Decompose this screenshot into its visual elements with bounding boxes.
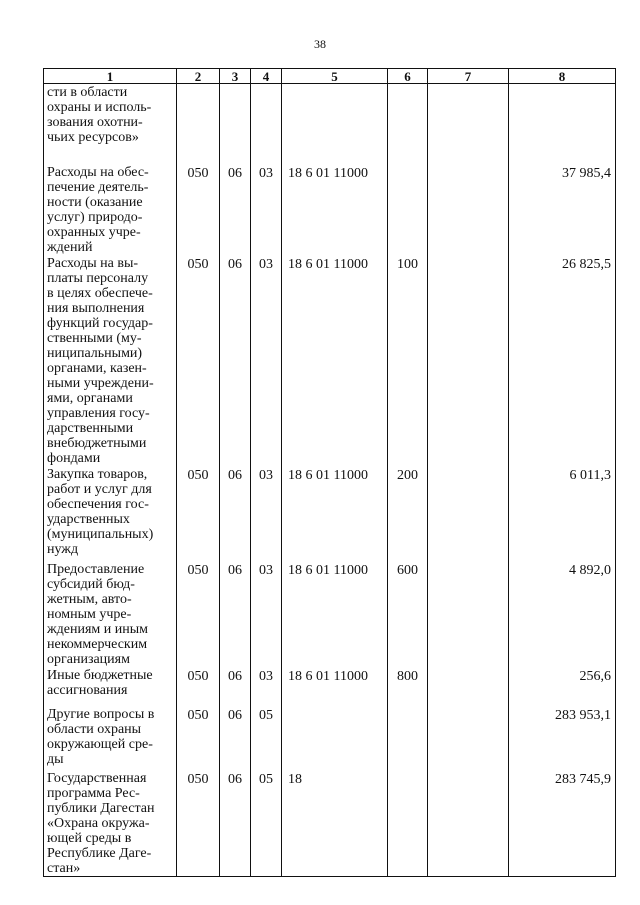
amount-cell: 4 892,0 bbox=[509, 561, 616, 667]
target-article-cell: 18 6 01 11000 bbox=[282, 164, 388, 255]
row-name-line: внебюджетными bbox=[47, 435, 147, 451]
row-name-cell bbox=[44, 84, 177, 164]
subsection-code-cell bbox=[251, 84, 282, 164]
row-name-line: охранных учре- bbox=[47, 224, 141, 240]
amount-cell bbox=[509, 84, 616, 164]
admin-code-cell: 050 bbox=[177, 164, 220, 255]
row-name-cell bbox=[44, 255, 177, 466]
expense-type-cell bbox=[388, 770, 428, 877]
admin-code-cell: 050 bbox=[177, 706, 220, 770]
row-name-line: стан» bbox=[47, 860, 81, 876]
row-name-line: ности (оказание bbox=[47, 194, 143, 210]
row-name-line: Расходы на обес- bbox=[47, 164, 149, 180]
table-row bbox=[44, 84, 616, 164]
col7-cell bbox=[428, 466, 509, 561]
row-name-cell bbox=[44, 466, 177, 561]
row-name-line: номным учре- bbox=[47, 606, 132, 622]
row-name-line: ударственных bbox=[47, 511, 130, 527]
page-number: 38 bbox=[314, 37, 326, 51]
table-row bbox=[44, 561, 616, 667]
row-name-line: ды bbox=[47, 751, 64, 767]
row-name-line: платы персоналу bbox=[47, 270, 149, 286]
target-article-cell: 18 6 01 11000 bbox=[282, 561, 388, 667]
row-name-line: ждений bbox=[47, 239, 93, 255]
row-name-line: (муниципальных) bbox=[47, 526, 154, 542]
table-row bbox=[44, 466, 616, 561]
section-code-cell: 06 bbox=[220, 466, 251, 561]
row-name-line: печение деятель- bbox=[47, 179, 149, 195]
row-name-line: области охраны bbox=[47, 721, 142, 737]
row-name-line: «Охрана окружа- bbox=[47, 815, 150, 831]
budget-table bbox=[43, 68, 616, 877]
row-name-line: в целях обеспече- bbox=[47, 285, 153, 301]
col7-cell bbox=[428, 561, 509, 667]
amount-cell: 37 985,4 bbox=[509, 164, 616, 255]
row-name-line: ющей среды в bbox=[47, 830, 132, 846]
col7-cell bbox=[428, 770, 509, 877]
section-code-cell: 06 bbox=[220, 770, 251, 877]
row-name-line: фондами bbox=[47, 450, 101, 466]
expense-type-cell: 100 bbox=[388, 255, 428, 466]
admin-code-cell: 050 bbox=[177, 255, 220, 466]
table-row bbox=[44, 770, 616, 877]
row-name-line: нужд bbox=[47, 541, 79, 557]
target-article-cell: 18 bbox=[282, 770, 388, 877]
expense-type-cell: 800 bbox=[388, 667, 428, 706]
row-name-line: Иные бюджетные bbox=[47, 667, 153, 683]
row-name-cell bbox=[44, 561, 177, 667]
header-col-7: 7 bbox=[428, 69, 509, 84]
row-name-line: ждениям и иным bbox=[47, 621, 149, 637]
expense-type-cell bbox=[388, 164, 428, 255]
row-name-line: ями, органами bbox=[47, 390, 133, 406]
row-name-line: программа Рес- bbox=[47, 785, 140, 801]
amount-cell: 6 011,3 bbox=[509, 466, 616, 561]
header-row bbox=[44, 69, 616, 84]
row-name-line: чьих ресурсов» bbox=[47, 130, 139, 145]
row-name-line: жетным, авто- bbox=[47, 591, 132, 607]
table-row bbox=[44, 164, 616, 255]
section-code-cell: 06 bbox=[220, 706, 251, 770]
col7-cell bbox=[428, 255, 509, 466]
target-article-cell: 18 6 01 11000 bbox=[282, 667, 388, 706]
amount-cell: 26 825,5 bbox=[509, 255, 616, 466]
row-name-cell bbox=[44, 770, 177, 877]
admin-code-cell: 050 bbox=[177, 667, 220, 706]
subsection-code-cell: 03 bbox=[251, 255, 282, 466]
header-col-3: 3 bbox=[220, 69, 251, 84]
subsection-code-cell: 03 bbox=[251, 667, 282, 706]
header-col-4: 4 bbox=[251, 69, 282, 84]
col7-cell bbox=[428, 84, 509, 164]
subsection-code-cell: 03 bbox=[251, 164, 282, 255]
col7-cell bbox=[428, 667, 509, 706]
row-name-line: охраны и исполь- bbox=[47, 100, 152, 115]
section-code-cell: 06 bbox=[220, 667, 251, 706]
row-name-line: ассигнования bbox=[47, 682, 128, 698]
section-code-cell: 06 bbox=[220, 164, 251, 255]
expense-type-cell bbox=[388, 84, 428, 164]
row-name-line: управления госу- bbox=[47, 405, 150, 421]
expense-type-cell: 600 bbox=[388, 561, 428, 667]
expense-type-cell bbox=[388, 706, 428, 770]
row-name-line: ными учреждени- bbox=[47, 375, 154, 391]
target-article-cell bbox=[282, 84, 388, 164]
header-col-6: 6 bbox=[388, 69, 428, 84]
amount-cell: 283 745,9 bbox=[509, 770, 616, 877]
row-name-line: Другие вопросы в bbox=[47, 706, 155, 722]
row-name-line: органами, казен- bbox=[47, 360, 147, 376]
row-name-line: Республике Даге- bbox=[47, 845, 152, 861]
col7-cell bbox=[428, 164, 509, 255]
subsection-code-cell: 03 bbox=[251, 561, 282, 667]
row-name-line: ния выполнения bbox=[47, 300, 145, 316]
row-name-line: ниципальными) bbox=[47, 345, 143, 361]
col7-cell bbox=[428, 706, 509, 770]
amount-cell: 283 953,1 bbox=[509, 706, 616, 770]
row-name-cell bbox=[44, 164, 177, 255]
row-name-line: функций государ- bbox=[47, 315, 153, 331]
row-name-line: обеспечения гос- bbox=[47, 496, 149, 512]
section-code-cell: 06 bbox=[220, 561, 251, 667]
subsection-code-cell: 05 bbox=[251, 770, 282, 877]
row-name-line: организациям bbox=[47, 651, 130, 667]
row-name-cell bbox=[44, 667, 177, 706]
row-name-line: субсидий бюд- bbox=[47, 576, 135, 592]
row-name-line: Закупка товаров, bbox=[47, 466, 148, 482]
header-col-8: 8 bbox=[509, 69, 616, 84]
table-row bbox=[44, 255, 616, 466]
admin-code-cell: 050 bbox=[177, 770, 220, 877]
row-name-line: Расходы на вы- bbox=[47, 255, 139, 271]
admin-code-cell bbox=[177, 84, 220, 164]
row-name-line: зования охотни- bbox=[47, 115, 143, 130]
row-name-line: окружающей сре- bbox=[47, 736, 153, 752]
row-name-cell bbox=[44, 706, 177, 770]
row-name-line: Государственная bbox=[47, 770, 147, 786]
section-code-cell: 06 bbox=[220, 255, 251, 466]
admin-code-cell: 050 bbox=[177, 561, 220, 667]
section-code-cell bbox=[220, 84, 251, 164]
header-col-1: 1 bbox=[44, 69, 177, 84]
admin-code-cell: 050 bbox=[177, 466, 220, 561]
row-name-line: услуг) природо- bbox=[47, 209, 143, 225]
row-name-line: дарственными bbox=[47, 420, 134, 436]
table-row bbox=[44, 667, 616, 706]
row-name-line: сти в области bbox=[47, 85, 128, 100]
row-name-line: ственными (му- bbox=[47, 330, 142, 346]
table-body bbox=[44, 84, 616, 877]
subsection-code-cell: 05 bbox=[251, 706, 282, 770]
row-name-line: работ и услуг для bbox=[47, 481, 152, 497]
expense-type-cell: 200 bbox=[388, 466, 428, 561]
row-name-line: Предоставление bbox=[47, 561, 145, 577]
target-article-cell: 18 6 01 11000 bbox=[282, 466, 388, 561]
table-row bbox=[44, 706, 616, 770]
target-article-cell bbox=[282, 706, 388, 770]
row-name-line: публики Дагестан bbox=[47, 800, 155, 816]
subsection-code-cell: 03 bbox=[251, 466, 282, 561]
target-article-cell: 18 6 01 11000 bbox=[282, 255, 388, 466]
header-col-5: 5 bbox=[282, 69, 388, 84]
header-col-2: 2 bbox=[177, 69, 220, 84]
row-name-line: некоммерческим bbox=[47, 636, 148, 652]
amount-cell: 256,6 bbox=[509, 667, 616, 706]
